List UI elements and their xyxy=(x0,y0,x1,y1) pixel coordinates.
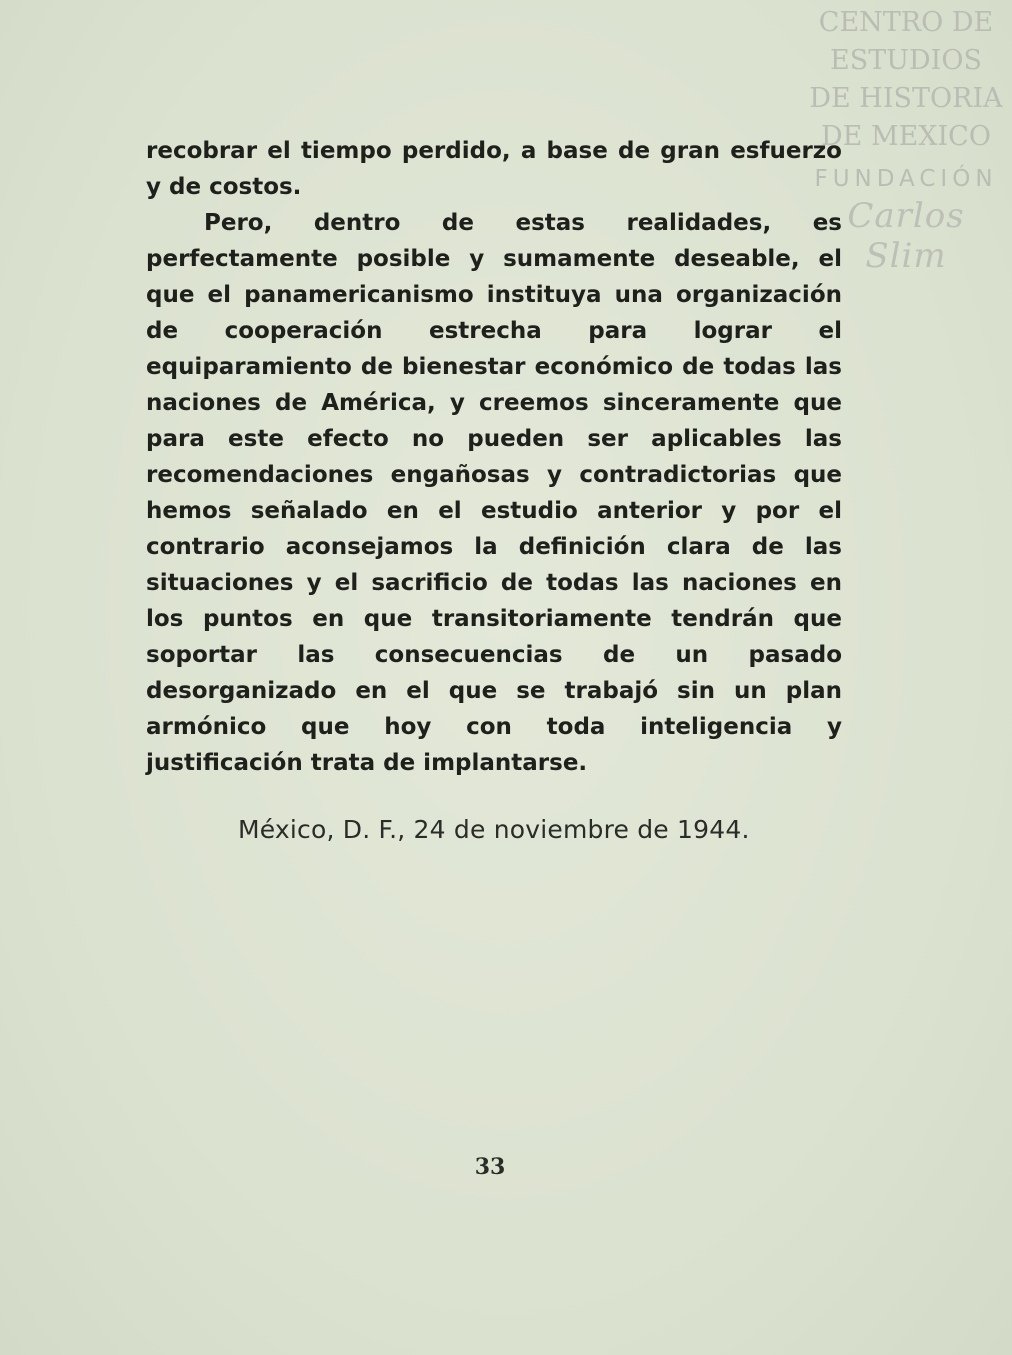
page-number: 33 xyxy=(474,1154,506,1180)
watermark-foundation: FUNDACIÓN xyxy=(814,166,998,192)
watermark-signature: Carlos Slim xyxy=(847,196,965,276)
date-line: México, D. F., 24 de noviembre de 1944. xyxy=(238,815,750,844)
paragraph-1: recobrar el tiempo perdido, a base de gran esfuerzo y de costos. xyxy=(146,138,842,200)
watermark-line-4: DE MEXICO xyxy=(821,121,991,152)
watermark-line-1: CENTRO DE xyxy=(818,7,994,38)
watermark-line-2: ESTUDIOS xyxy=(830,45,982,76)
body-text xyxy=(146,133,842,781)
watermark-line-3: DE HISTORIA xyxy=(809,83,1003,114)
paragraph-2: Pero, dentro de estas realidades, es perfectamente posible y sumamente deseable, el que el panamericanismo instituya una organización de cooperación estrecha para lograr el equiparamiento de bienestar económico de todas las naciones de América, y creemos sinceramente que para este efecto no pueden ser aplicables las recomendaciones engañosas y contradictorias que hemos señalado en el estudio anterior y por el contrario aconsejamos la definición clara de las situaciones y el sacrificio de todas las naciones en los puntos en que transitoriamente tendrán que soportar las consecuencias de un pasado desorganizado en el que se trabajó sin un plan armónico que hoy con toda inteligencia y justificación trata de implantarse. xyxy=(146,210,842,776)
